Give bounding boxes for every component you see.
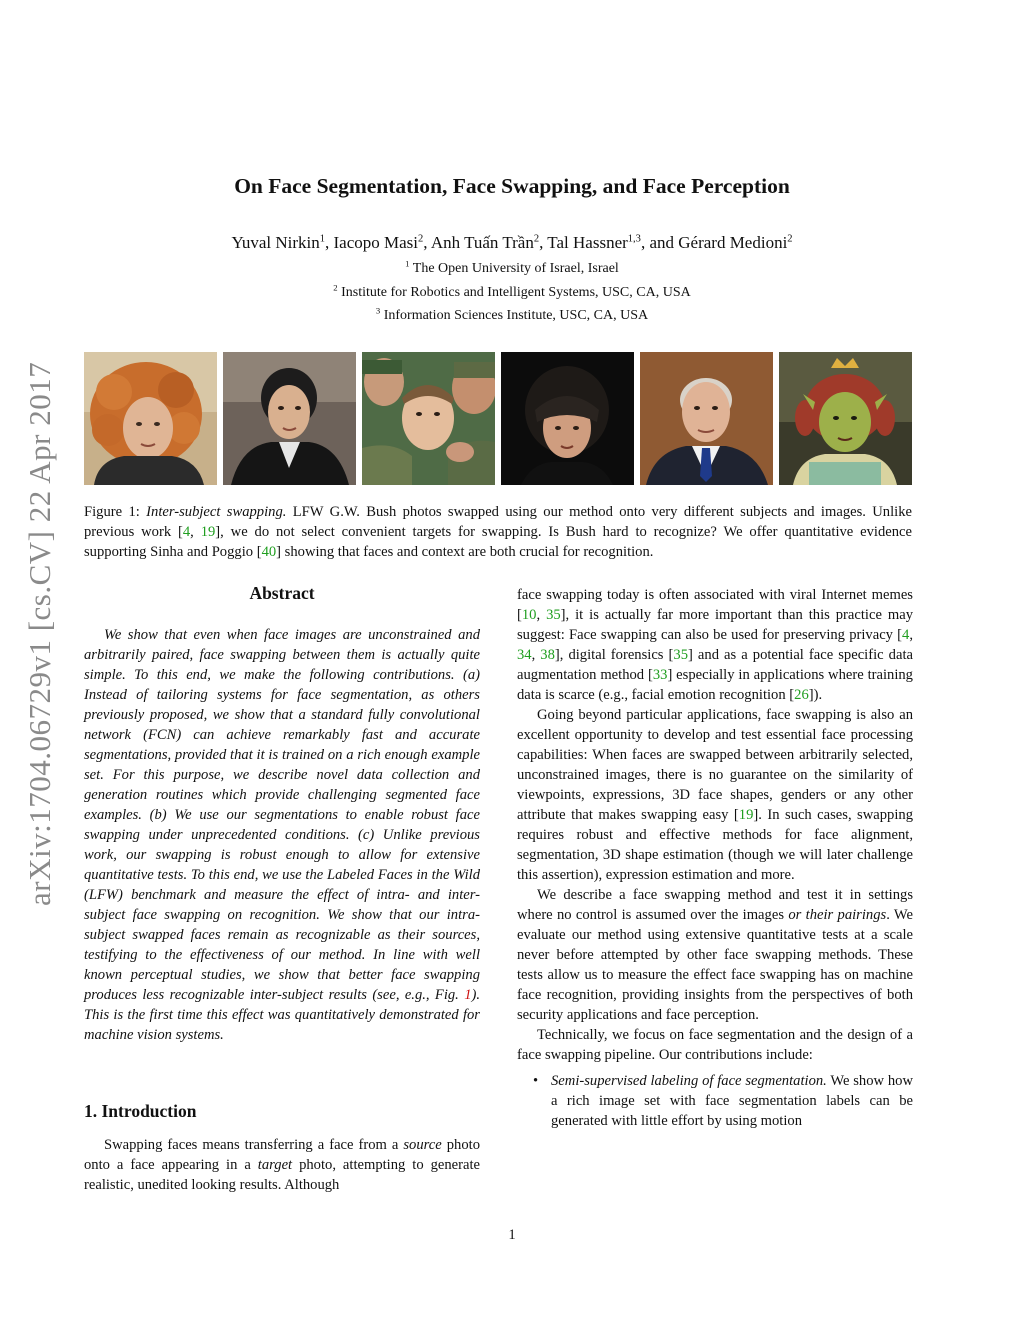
right-paragraph-4: Technically, we focus on face segmentation and the design of a face swapping pipeline. Our contributions include: [517, 1027, 913, 1063]
figure-reference-link[interactable]: 1 [464, 987, 472, 1003]
citation-link[interactable]: 19 [200, 524, 216, 540]
citation-link[interactable]: 19 [738, 807, 754, 823]
introduction-heading: 1. Introduction [84, 1101, 197, 1121]
citation-link[interactable]: 10 [521, 607, 537, 623]
affiliation-3: $^3$ Information Sciences Institute, USC, CA, USA [375, 305, 649, 323]
citation-link[interactable]: 40 [261, 544, 277, 560]
suit-tie-subject-photo [640, 352, 773, 485]
page-number: 1 [508, 1227, 516, 1243]
citation-link[interactable]: 4 [902, 627, 910, 643]
curly-hair-subject-photo [84, 352, 217, 485]
citation-link[interactable]: 33 [652, 667, 668, 683]
citation-link[interactable]: 26 [794, 687, 809, 703]
right-paragraph-3: We describe a face swapping method and test it in settings where no control is assumed over the images or their pairings. We evaluate our method using extensive quantitative tests at a scale never before attempted by other face swapping methods. These tests allow us to measure the effect face swapping has on machine face recognition, providing insights from the perspectives of both security applications and face perception. [517, 887, 913, 1023]
introduction-paragraph: Swapping faces means transferring a face from a source photo onto a face appearing in a target photo, attempting to generate realistic, unedited looking results. Although [84, 1137, 481, 1193]
right-column-body [517, 585, 913, 1131]
affiliation-2: $^2$ Institute for Robotics and Intelligent Systems, USC, CA, USA [333, 282, 691, 300]
citation-link[interactable]: 35 [673, 647, 688, 663]
right-paragraph-2: Going beyond particular applications, face swapping is also an excellent opportunity to develop and test essential face processing capabilities: When faces are swapped between arbitrarily selected, unconstrained images, there is no guarantee on the similarity of viewpoints, expressions, 3D face shapes, genders or any other attribute that makes swapping easy [19]. In such cases, swapping requires robust and effective methods for face alignment, segmentation, 3D shape estimation (though we will later challenge this assertion), expression estimation and more. [517, 707, 913, 883]
citation-link[interactable]: 4 [182, 524, 191, 540]
citation-link[interactable]: 35 [546, 607, 561, 623]
right-paragraph-1: face swapping today is often associated with viral Internet memes [10, 35], it is actually far more important than this practice may suggest: Face swapping can also be used for preserving privacy [4, 34, 38], digital forensics [35] and as a potential face specific data augmentation method [33] especially in applications where training data is scarce (e.g., facial emotion recognition [26]). [517, 587, 914, 703]
contribution-list-item: • Semi-supervised labeling of face segmentation. We show how a rich image set with face segmentation labels can be generated with little effort by using motion [533, 1073, 913, 1129]
figure-1-photos [84, 352, 912, 488]
mop-hair-subject-photo [501, 352, 634, 485]
bullet-icon: • [533, 1073, 539, 1089]
citation-link[interactable]: 38 [540, 647, 555, 663]
affiliation-1: $^1$ The Open University of Israel, Israel [405, 258, 619, 276]
citation-link[interactable]: 34 [517, 647, 532, 663]
abstract-heading: Abstract [249, 583, 315, 603]
paper-title: On Face Segmentation, Face Swapping, and Face Perception [234, 174, 790, 198]
figure-1-caption: Figure 1: Inter-subject swapping. LFW G.W. Bush photos swapped using our method onto very different subjects and images. Unlike previous work [4, 19], we do not select convenient targets for swapping. Is Bush hard to recognize? We offer quantitative evidence supporting Sinha and Poggio [40] showing that faces and context are both crucial for recognition. [84, 504, 913, 560]
soldiers-crowd-photo [362, 352, 495, 485]
author-list: Yuval Nirkin$^1$, Iacopo Masi$^2$, Anh Tuấn Trần$^2$, Tal Hassner$^{1,3}$, and Gérard Medioni$^2$ [231, 233, 793, 252]
cartoon-princess-photo [779, 352, 912, 485]
dark-suit-subject-photo [223, 352, 356, 485]
arxiv-identifier: arXiv:1704.06729v1 [cs.CV] 22 Apr 2017 [22, 361, 57, 906]
abstract-body: We show that even when face images are unconstrained and arbitrarily paired, face swapping between them is actually quite simple. To this end, we make the following contributions. (a) Instead of tailoring systems for face segmentation, as others previously proposed, we show that a standard fully convolutional network (FCN) can achieve remarkably fast and accurate segmentations, provided that it is trained on a rich enough example set. For this purpose, we describe novel data collection and generation routines which provide challenging segmented face examples. (b) We use our segmentations to enable robust face swapping under unprecedented conditions. (c) Unlike previous work, our swapping is robust enough to allow for extensive quantitative tests. To this end, we use the Labeled Faces in the Wild (LFW) benchmark and measure the effect of intra- and inter-subject face swapping on recognition. We show that our intra-subject swapped faces remain as recognizable as their sources, testifying to the effectiveness of our method. In line with well known perceptual studies, we show that better face swapping produces less recognizable inter-subject results (see, e.g., Fig. 1). This is the first time this effect was quantitatively demonstrated for machine vision systems. [84, 627, 480, 1043]
